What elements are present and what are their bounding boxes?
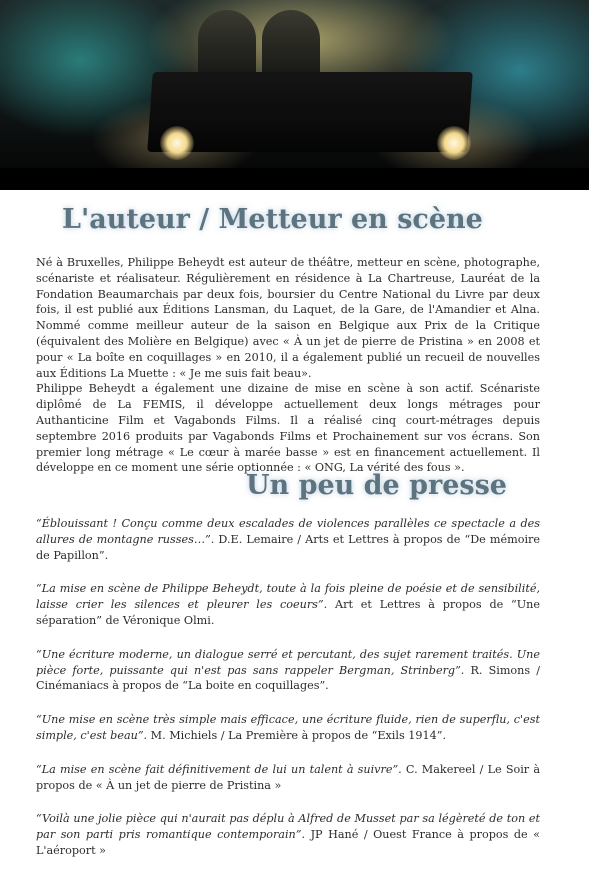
- quote-text: “Une écriture moderne, un dialogue serré et percutant, des sujet rarement traités. Une pièce forte, puissante qui n'est pas sans rappeler Bergman, Strinberg”.: [36, 647, 540, 677]
- press-quotes: [36, 516, 540, 877]
- quote-text: “La mise en scène de Philippe Beheydt, toute à la fois pleine de poésie et de sensibilité, laisse crier les silences et pleurer les coeurs”.: [36, 582, 540, 612]
- bio-paragraph: Né à Bruxelles, Philippe Beheydt est auteur de théâtre, metteur en scène, photographe, scénariste et réalisateur. Régulièrement en résidence à La Chartreuse, Lauréat de la Fondation Beaumarchais par deux fois, boursier du Centre National du Livre par deux fois, il est publié aux Éditions Lansman, du Laquet, de la Gare, de l'Amandier et Alna. Nommé comme meilleur auteur de la saison en Belgique aux Prix de la Critique (équivalent des Molière en Belgique) avec « À un jet de pierre de Pristina » en 2008 et pour « La boîte en coquillages » en 2010, il a également publié un recueil de nouvelles aux Éditions La Muette : « Je me suis fait beau».: [36, 256, 540, 380]
- quote-source: C. Makereel / Le Soir à propos de « À un jet de pierre de Pristina »: [36, 762, 540, 792]
- bio-paragraph: Philippe Beheydt a également une dizaine de mise en scène à son actif. Scénariste diplômé de La FEMIS, il développe actuellement deux longs métrages pour Authanticine Film et Vagabonds Films. Il a réalisé cinq court-métrages depuis septembre 2016 produits par Vagabonds Films et Prochainement sur vos écrans. Son premier long métrage « Le cœur à marée basse » est en financement actuellement. Il développe en ce moment une série optionnée : « ONG, La vérité des fous ».: [36, 382, 540, 475]
- quote-source: M. Michiels / La Première à propos de “Exils 1914”.: [150, 728, 447, 742]
- piano-shape: [147, 72, 473, 152]
- press-heading: Un peu de presse: [246, 470, 507, 501]
- press-quote: [36, 712, 540, 744]
- quote-source: Art et Lettres à propos de “Une séparation” de Véronique Olmi.: [36, 598, 541, 627]
- stage-light: [160, 126, 194, 160]
- author-heading: L'auteur / Metteur en scène: [62, 204, 483, 235]
- press-quote: [36, 581, 540, 628]
- press-quote: [36, 811, 540, 858]
- press-quote: [36, 762, 540, 794]
- press-quote: [36, 516, 540, 563]
- press-quote: [36, 647, 540, 694]
- quote-source: R. Simons / Cinémaniacs à propos de “La boite en coquillages”.: [36, 663, 540, 693]
- quote-text: “Voilà une jolie pièce qui n'aurait pas déplu à Alfred de Musset par sa légèreté de ton et par son parti pris romantique contemporain”.: [36, 812, 540, 842]
- quote-text: “Une mise en scène très simple mais efficace, une écriture fluide, rien de superflu, c'est simple, c'est beau”.: [36, 713, 540, 742]
- author-bio: [36, 255, 540, 476]
- quote-source: JP Hané / Ouest France à propos de « L'aéroport »: [36, 828, 540, 857]
- stage-light: [437, 126, 471, 160]
- quote-source: D.E. Lemaire / Arts et Lettres à propos de “De mémoire de Papillon”.: [36, 532, 540, 562]
- header-photo-pianists: [0, 0, 589, 190]
- quote-text: “Éblouissant ! Conçu comme deux escalades de violences parallèles ce spectacle a des allures de montagne russes…”.: [36, 517, 540, 546]
- quote-text: “La mise en scène fait définitivement de lui un talent à suivre”.: [36, 762, 402, 776]
- stage-floor: [0, 168, 589, 190]
